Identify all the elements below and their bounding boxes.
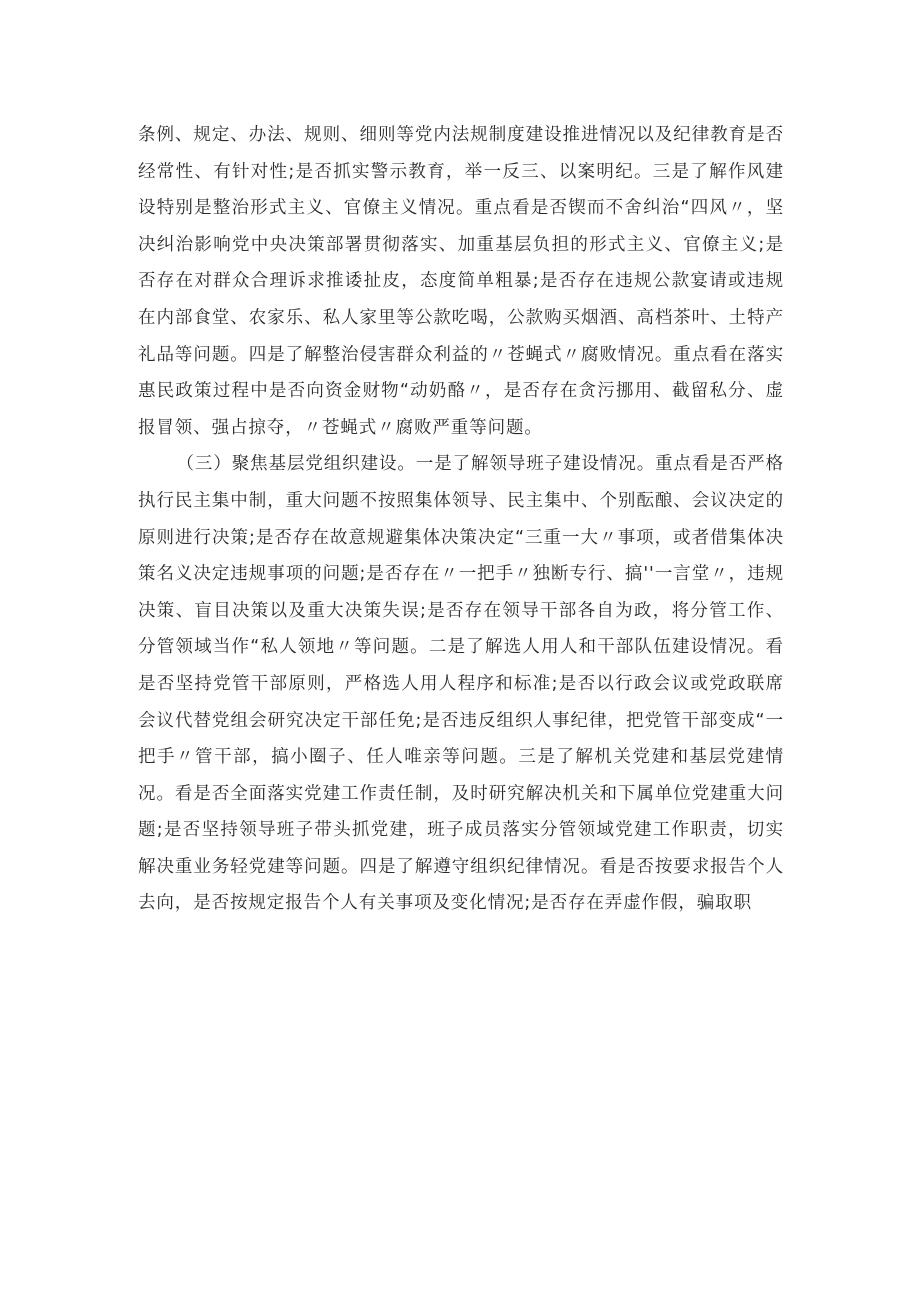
paragraph-continued: 条例、规定、办法、规则、细则等党内法规制度建设推进情况以及纪律教育是否经常性、有针对性;是否抓实警示教育，举一反三、以案明纪。三是了解作风建设特别是整治形式主义、官僚主义情况。重点看是否锲而不舍纠治“四风〃，坚决纠治影响党中央决策部署贯彻落实、加重基层负担的形式主义、官僚主义;是否存在对群众合理诉求推诿扯皮，态度简单粗暴;是否存在违规公款宴请或违规在内部食堂、农家乐、私人家里等公款吃喝，公款购买烟酒、高档茶叶、土特产礼品等问题。四是了解整治侵害群众利益的〃苍蝇式〃腐败情况。重点看在落实惠民政策过程中是否向资金财物“动奶酪〃，是否存在贪污挪用、截留私分、虚报冒领、强占掠夺，〃苍蝇式〃腐败严重等问题。	[138, 125, 784, 438]
document-body	[138, 117, 784, 922]
paragraph-section-three: （三）聚焦基层党组织建设。一是了解领导班子建设情况。重点看是否严格执行民主集中制，重大问题不按照集体领导、民主集中、个别酝酿、会议决定的原则进行决策;是否存在故意规避集体决策决定“三重一大〃事项，或者借集体决策名义决定违规事项的问题;是否存在〃一把手〃独断专行、搞''一言堂〃，违规决策、盲目决策以及重大决策失误;是否存在领导干部各自为政，将分管工作、分管领域当作“私人领地〃等问题。二是了解选人用人和干部队伍建设情况。看是否坚持党管干部原则，严格选人用人程序和标准;是否以行政会议或党政联席会议代替党组会研究决定干部任免;是否违反组织人事纪律，把党管干部变成“一把手〃管干部，搞小圈子、任人唯亲等问题。三是了解机关党建和基层党建情况。看是否全面落实党建工作责任制，及时研究解决机关和下属单位党建重大问题;是否坚持领导班子带头抓党建，班子成员落实分管领域党建工作职责，切实解决重业务轻党建等问题。四是了解遵守组织纪律情况。看是否按要求报告个人去向，是否按规定报告个人有关事项及变化情况;是否存在弄虚作假，骗取职	[138, 454, 784, 914]
